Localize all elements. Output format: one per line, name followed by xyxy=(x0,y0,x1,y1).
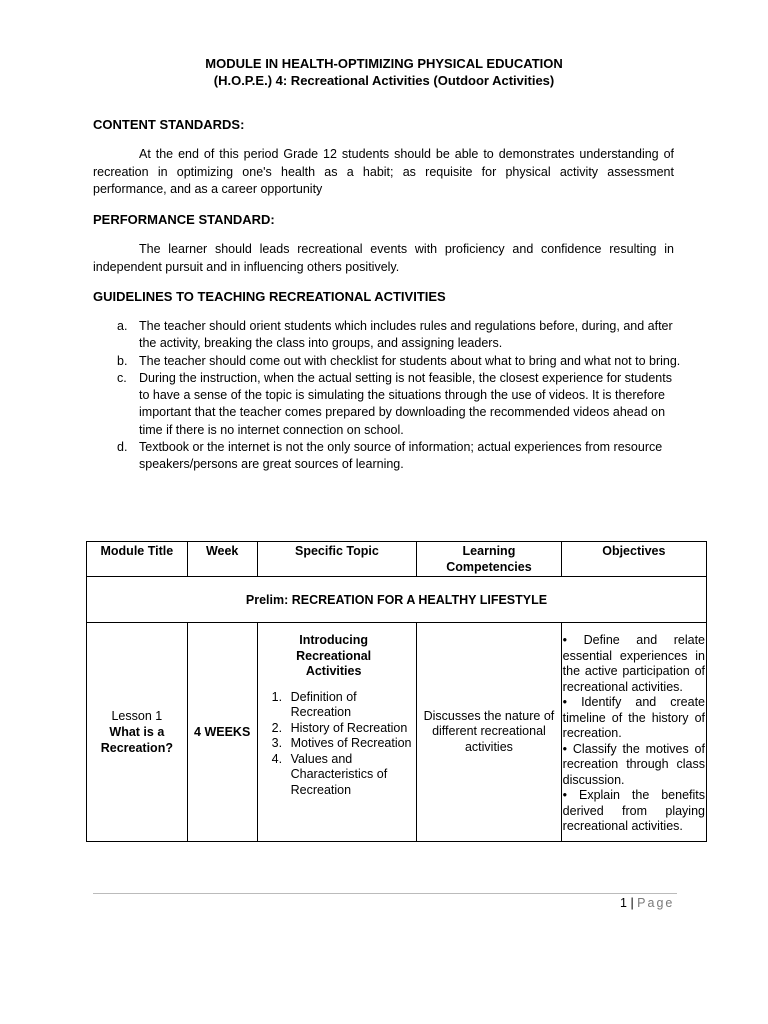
guidelines-heading: GUIDELINES TO TEACHING RECREATIONAL ACTIVITIES xyxy=(93,289,446,304)
lesson-title: What is a Recreation? xyxy=(100,724,173,755)
guideline-text: Textbook or the internet is not the only source of information; actual experiences from resource speakers/persons are great sources of learning. xyxy=(139,440,663,472)
guideline-text: During the instruction, when the actual setting is not feasible, the closest experience for students to have a sense of the topic is simulating the situations through the use of videos. It is therefore important that the teacher comes prepared by downloading the recommended videos ahead on time if there is no internet connection on school. xyxy=(139,370,672,437)
module-table xyxy=(86,541,707,842)
specific-topic-cell xyxy=(257,623,417,842)
guideline-item xyxy=(93,370,683,439)
competency-text: Discusses the nature of different recreational activities xyxy=(423,708,555,754)
guideline-item xyxy=(93,318,683,353)
footer-divider xyxy=(93,893,677,894)
guidelines-list xyxy=(93,318,683,474)
week-value: 4 WEEKS xyxy=(194,724,251,739)
header-specific-topic: Specific Topic xyxy=(257,542,417,577)
header-learning-competencies: Learning Competencies xyxy=(417,542,561,577)
topic-list xyxy=(264,690,417,799)
topic-text: Motives of Recreation xyxy=(290,736,412,750)
week-cell xyxy=(187,623,257,842)
topic-text: Definition of Recreation xyxy=(290,689,357,719)
document-title-line1: MODULE IN HEALTH-OPTIMIZING PHYSICAL EDUCATION xyxy=(205,56,563,71)
topic-item xyxy=(264,752,417,799)
guideline-marker: b. xyxy=(117,353,128,368)
objectives-cell xyxy=(561,623,706,842)
topic-item xyxy=(264,690,417,721)
page-number: 1 xyxy=(620,896,627,910)
guideline-marker: a. xyxy=(117,319,128,333)
performance-standard-text: The learner should leads recreational events with proficiency and confidence resulting in independent pursuit and in influencing others positively. xyxy=(93,242,674,274)
performance-standard-heading: PERFORMANCE STANDARD: xyxy=(93,212,275,227)
module-title-cell xyxy=(87,623,188,842)
topic-item xyxy=(264,736,417,752)
topic-number: 2. xyxy=(271,720,283,735)
learning-competency-cell xyxy=(417,623,561,842)
guideline-text: The teacher should orient students which includes rules and regulations before, during, and after the activity, breaking the class into groups, and assigning leaders. xyxy=(139,319,673,351)
table-row xyxy=(87,623,707,842)
guideline-item xyxy=(93,353,683,370)
lesson-label: Lesson 1 xyxy=(111,708,163,723)
header-objectives: Objectives xyxy=(561,542,706,577)
guideline-item xyxy=(93,439,683,474)
objective-item: • Classify the motives of recreation through class discussion. xyxy=(562,741,705,787)
content-standards-text: At the end of this period Grade 12 students should be able to demonstrates understanding of recreation in optimizing one's health as a habit; as requisite for physical activity assessment performance, and as a career opportunity xyxy=(93,147,674,196)
topic-number: 3. xyxy=(271,736,283,750)
prelim-title: Prelim: RECREATION FOR A HEALTHY LIFESTYLE xyxy=(87,577,707,623)
prelim-row xyxy=(87,577,707,623)
page-label: Page xyxy=(637,896,675,910)
content-standards-heading: CONTENT STANDARDS: xyxy=(93,117,245,132)
objective-item: • Define and relate essential experiences in the active participation of recreational activities. xyxy=(562,633,705,694)
guideline-text: The teacher should come out with checklist for students about what to bring and what not to bring. xyxy=(139,353,681,368)
objective-item: • Identify and create timeline of the history of recreation. xyxy=(562,695,705,740)
header-module-title: Module Title xyxy=(87,542,188,577)
topic-text: Values and Characteristics of Recreation xyxy=(290,751,388,797)
topic-number: 1. xyxy=(271,689,283,704)
topic-text: History of Recreation xyxy=(290,720,408,735)
page-separator: | xyxy=(630,896,634,910)
table-header-row xyxy=(87,542,707,577)
guideline-marker: d. xyxy=(117,440,128,455)
topic-item xyxy=(264,721,417,737)
header-week: Week xyxy=(187,542,257,577)
document-title-line2: (H.O.P.E.) 4: Recreational Activities (Outdoor Activities) xyxy=(213,73,555,88)
topic-number: 4. xyxy=(271,751,283,766)
guideline-marker: c. xyxy=(117,370,127,385)
page-footer xyxy=(620,896,674,910)
objective-item: • Explain the benefits derived from playing recreational activities. xyxy=(562,788,705,833)
topic-title: Introducing Recreational Activities xyxy=(296,633,372,678)
